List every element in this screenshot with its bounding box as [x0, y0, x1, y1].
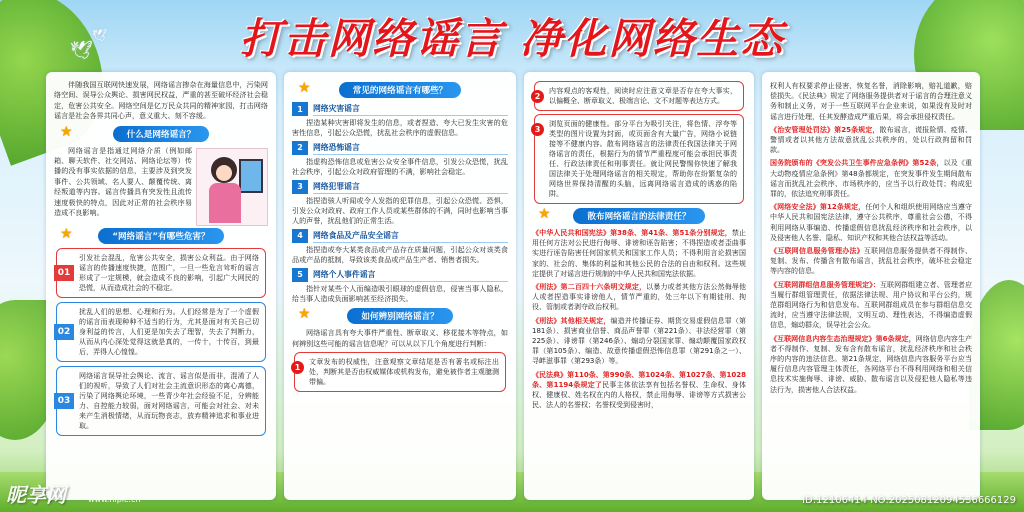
item-title: 网络犯罪谣言 — [313, 180, 508, 194]
item-title: 网络灾害谣言 — [313, 102, 508, 116]
rumor-type-item — [292, 268, 508, 305]
poster-title: 打击网络谣言 净化网络生态 — [239, 14, 785, 63]
law-paragraph: 《治安管理处罚法》第25条规定，散布谣言，谎报险情、疫情、警情或者以其他方法故意扰乱公共秩序的，处以行政拘留和罚款。 — [770, 125, 972, 155]
judge-number: 3 — [531, 123, 544, 136]
law-paragraph: 《民法典》第110条、第990条、第1024条、第1027条、第1028条、第1194条规定了民事主体依法享有包括名誉权、生命权、身体权、健康权、姓名权在内的人格权，禁止用侮辱、诽谤等方式损害公民、法人的名誉权；名誉权受到侵害时， — [532, 370, 747, 410]
item-number: 5 — [292, 268, 308, 282]
identify-intro: 网络谣言具有夸大事件严重性、断章取义、移花接木等特点，如何辨别这些可能的谣言信息呢？可以从以下几个角度进行判断： — [292, 328, 508, 348]
star-icon: ★ — [60, 225, 73, 242]
judge-text: 文章发布的权威性，注意观察文章结尾是否有著名或标注出处，判断其是否由权威媒体或机构发布，避免被作者主观臆测带偏。 — [309, 358, 499, 387]
law-paragraph: 《刑法》其他相关规定，编造并传播证券、期货交易虚假信息罪（第181条）、损害商业信誉、商品声誉罪（第221条）、非法经营罪（第225条）、诽谤罪（第246条）、煽动分裂国家罪、煽动颠覆国家政权罪（第105条）、编造、故意传播虚假恐怖信息罪（第291条之一）、寻衅滋事罪（第293条）等。 — [532, 316, 747, 366]
column-2 — [284, 72, 516, 500]
dove-icon: 🕊 — [70, 40, 93, 61]
danger-text: 扰乱人们的思想、心理和行为。人们经常是为了一个虚假的谣言而表现种种不适当的行为，尤其是面对有关自己切身利益的传言，人们更是加失去了理智，失去了判断力，从而从内心深处觉得这就是真的，一传十，十传百，到最后，弄得人心惶惶。 — [79, 307, 259, 356]
law-paragraph: 《互联网信息服务管理办法》互联网信息服务提供者不得制作、复制、发布、传播含有散布谣言，扰乱社会秩序，破坏社会稳定等内容的信息。 — [770, 247, 973, 276]
section-header-identify — [292, 308, 508, 324]
watermark-brand: 昵享网 — [6, 483, 66, 507]
item-text: 指捏造或夸大某类食品或产品存在质量问题，引起公众对该类食品或产品的抵制，导致该类食品或产品生产者、销售者损失。 — [292, 244, 508, 265]
judge-item — [294, 352, 506, 392]
column-1 — [46, 72, 276, 500]
danger-number: 01 — [54, 265, 74, 281]
girl-phone-illustration — [196, 148, 268, 226]
judge-text: 内容观点的客观性，阅读时应注意文章是否存在夸大事实，以偏概全、断章取义、极端言论、文不对题等表达方式。 — [549, 87, 737, 105]
judge-item — [534, 81, 744, 111]
star-icon: ★ — [538, 206, 551, 222]
item-text: 指虚构恐怖信息或危害公众安全事件信息，引发公众恐慌，扰乱社会秩序，引起公众对政府管理的不满，影响社会稳定。 — [292, 156, 508, 177]
item-text: 指捏造骇人听闻或令人发指的犯罪信息，引起公众恐慌、恐惧，引发公众对政府、政府工作人员或某些群体的不满，同时也影响当事人的声誉，扰乱他们的正常生活。 — [292, 195, 508, 226]
law-paragraph: 《刑法》第二百四十六条明文规定，以暴力或者其他方法公然侮辱他人或者捏造事实诽谤他人，情节严重的，处三年以下有期徒刑、拘役、管制或者剥夺政治权利。 — [532, 283, 747, 312]
law-paragraph: 《互联网群组信息服务管理规定》：互联网群组建立者、管理者应当履行群组管理责任，依据法律法规、用户协议和平台公约，规范群组网络行为和信息发布。互联网群组成员在参与群组信息交流时，应当遵守法律法规，文明互动、理性表达，不得编造虚假信息，煽动群众，误导社会公众。 — [770, 280, 973, 330]
item-title: 网络恐怖谣言 — [313, 141, 508, 155]
section-title: 什么是网络谣言？ — [113, 126, 210, 142]
item-text: 捏造某种灾害即将发生的信息，或者捏造、夸大已发生灾害的危害性信息，引起公众恐慌，扰乱社会秩序的虚假信息。 — [292, 118, 508, 138]
danger-item — [56, 366, 266, 436]
star-icon: ★ — [298, 80, 311, 96]
judge-item — [534, 114, 744, 204]
danger-text: 网络谣言误导社会舆论、流言、谣言似是而非，混淆了人们的视听，导致了人们对社会主流意识形态的离心离德，污染了网络舆论环境，一些青少年社会经验不足，分辨能力、自控能力较弱，面对网络谣言，可能会对社会、对未来产生消极情绪，从而玩物丧志，放弃精神追求和事业进取。 — [79, 371, 259, 430]
law-paragraph: 《互联网信息内容生态治理规定》第6条规定，网络信息内容生产者不得制作、复制、发布含有散布谣言，扰乱经济秩序和社会秩序的内容的违法信息。第21条规定，网络信息内容服务平台应当履行信息内容管理主体责任，各网络平台不得利用网络和相关信息技术实施侮辱、诽谤、威胁、散布谣言以及侵犯他人隐私等违法行为，损害他人合法权益。 — [770, 334, 972, 394]
rumor-type-item — [292, 102, 508, 139]
item-number: 3 — [292, 180, 308, 194]
law-paragraph: 国务院颁布的《突发公共卫生事件应急条例》第52条，以及《重大动物疫情应急条例》第48条都规定，在突发事件发生期间散布谣言而扰乱社会秩序、市场秩序的，应当予以行政处罚；构成犯罪的，依法追究刑事责任。 — [770, 159, 973, 199]
judge-text: 浏览页面的健康性。部分平台为吸引关注，将色情、浮夸等类型的图片设置为封面，或页面含有大量广告，网络小说链接等不健康内容。散布网络谣言的法律责任我国法律关于网络谣言的责任，根据行为的情节严重程度可能会承担民事责任、行政法律责任和刑事责任。就让网民警惕你快速了解我国法律关于处理网络谣言的相关规定，帮助你在纷繁复杂的网络世界保持清醒的头脑，远离网络谣言造成的诱惑的陷阱。 — [549, 120, 737, 198]
danger-text: 引发社会混乱，危害公共安全，损害公众利益。由于网络谣言的传播速度快捷，范围广，一旦一些危言耸听的谣言形成了一定规模，就会造成不良的影响，引起广大网民的恐慌，从而造成社会的不稳定。 — [79, 253, 259, 292]
watermark-site: www.nipic.cn — [88, 495, 141, 504]
item-title: 网络食品及产品安全谣言 — [313, 229, 508, 243]
column-4 — [762, 72, 980, 500]
star-icon: ★ — [60, 123, 73, 140]
item-text: 指针对某些个人而编造吸引眼球的虚假信息，侵害当事人隐私，给当事人造成负面影响甚至经济损失。 — [292, 283, 508, 304]
section-header-common-rumors — [292, 82, 508, 98]
section-title: 常见的网络谣言有哪些？ — [339, 82, 462, 98]
rumor-type-item — [292, 180, 508, 227]
section-title: “网络谣言”有哪些危害？ — [98, 228, 223, 244]
column-3 — [524, 72, 754, 500]
danger-item — [56, 248, 266, 298]
law-paragraph: 权利人有权要求停止侵害，恢复名誉，消除影响，赔礼道歉，赔偿损失。《民法典》规定了网络服务提供者对于谣言的合理注意义务和制止义务，对于一些互联网平台企业来说，如果没有及时对谣言进行处理，任其发酵造成严重后果，将会承担侵权责任。 — [770, 82, 972, 121]
danger-item — [56, 302, 266, 362]
judge-number: 2 — [531, 90, 544, 103]
item-number: 2 — [292, 141, 308, 155]
watermark-id: ID:12106414 NO:20250812094536666129 — [802, 495, 1016, 506]
law-paragraph: 《中华人民共和国宪法》第38条、第41条、第51条分别规定，禁止用任何方法对公民进行侮辱、诽谤和诬告陷害；不得捏造或者歪曲事实进行诬告陷害任何国家机关和国家工作人员；不得利用言论损害国家的、社会的、集体的利益和其他公民的合法的自由和权利。这些规定提供了对谣言进行规制的中华人民共和国宪法依据。 — [532, 229, 746, 278]
danger-number: 03 — [54, 393, 74, 409]
section-header-legal — [532, 208, 746, 224]
star-icon: ★ — [298, 306, 311, 323]
item-number: 4 — [292, 229, 308, 243]
item-title: 网络个人事件谣言 — [313, 268, 508, 282]
dove-icon: 🕊 — [92, 28, 108, 42]
danger-number: 02 — [54, 324, 74, 340]
section-title: 散布网络谣言的法律责任？ — [573, 208, 704, 224]
rumor-type-item — [292, 141, 508, 178]
section-header-harm — [54, 225, 268, 244]
definition-text: 网络谣言是指通过网络介质（例如邮箱、聊天软件、社交网站、网络论坛等）传播的没有事实依据的信息，主要涉及到突发事件、公共领域、名人要人、颠覆传统、离经叛道等内容。谣言传播具有突发性且流传速度极快的特点，因此对正常的社会秩序易造成不良影响。 — [54, 145, 192, 218]
rumor-type-item — [292, 229, 508, 266]
judge-number: 1 — [291, 361, 304, 374]
item-number: 1 — [292, 102, 308, 116]
section-title: 如何辨别网络谣言？ — [347, 308, 452, 324]
section-header-what-is — [54, 123, 268, 142]
law-paragraph: 《网络安全法》第12条规定，任何个人和组织使用网络应当遵守中华人民共和国宪法法律，遵守公共秩序，尊重社会公德，不得利用网络从事编造、传播虚假信息扰乱经济秩序和社会秩序，以及侵害他人名誉、隐私、知识产权和其他合法权益等活动。 — [770, 203, 972, 242]
intro-text: 伴随我国互联网快速发展，网络谣言掺杂在海量信息中，污染网络空间、误导公众舆论、损害网民权益，严重的甚至破坏经济社会稳定，危害公共安全。网络空间是亿万民众共同的精神家园，打击网络谣言是社会各界共同心声，意义重大、刻不容缓。 — [54, 80, 268, 121]
